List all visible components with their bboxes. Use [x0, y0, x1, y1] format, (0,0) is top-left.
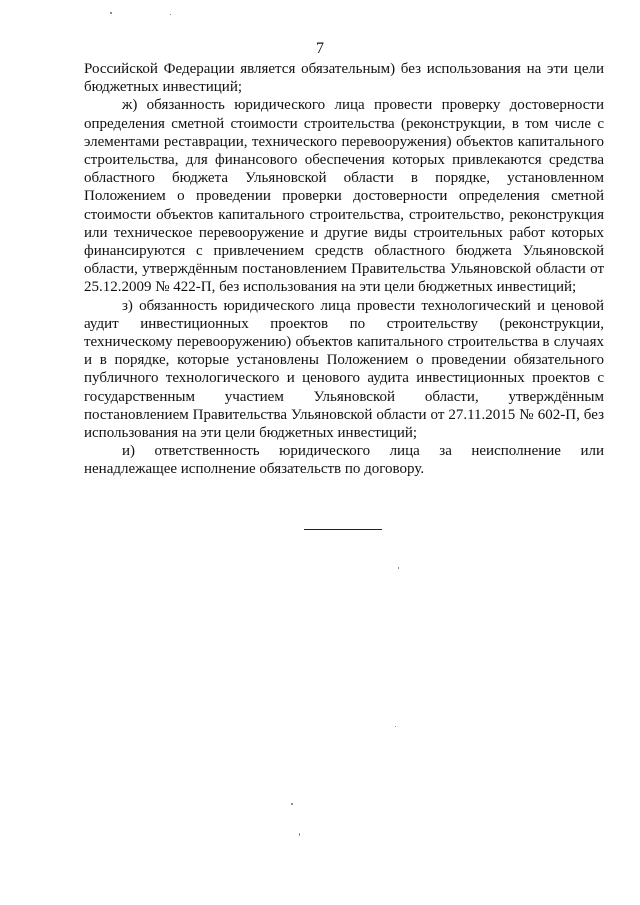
- paragraph-item-z: з) обязанность юридического лица провести технологический и ценовой аудит инвестиционных проектов по строительству (реконструкции, техническому перевооружению) объектов капитального строительства в случаях и в порядке, которые установлены Положением о проведении обязательного публичного технологического и ценового аудита инвестиционных проектов с государственным участием Ульяновской области, утверждённым постановлением Правительства Ульяновской области от 27.11.2015 № 602-П, без использования на эти цели бюджетных инвестиций;: [84, 297, 604, 442]
- paragraph-continuation: Российской Федерации является обязательным) без использования на эти цели бюджетных инвестиций;: [84, 61, 604, 96]
- page-number: 7: [316, 40, 324, 57]
- scan-speck: [291, 803, 293, 805]
- scan-speck: [170, 14, 171, 15]
- paragraph-item-zh: ж) обязанность юридического лица провести проверку достоверности определения сметной стоимости строительства (реконструкции, в том числе с элементами реставрации, технического перевооружения) объектов капитального строительства, для финансового обеспечения которых привлекаются средства областного бюджета Ульяновской области в порядке, установленном Положением о проведении проверки достоверности определения сметной стоимости объектов капитального строительства, строительство, реконструкция или техническое перевооружение и другие виды строительных работ которых финансируются с привлечением средств областного бюджета Ульяновской области, утверждённым постановлением Правительства Ульяновской области от 25.12.2009 № 422-П, без использования на эти цели бюджетных инвестиций;: [84, 97, 604, 296]
- scan-speck: [299, 833, 300, 836]
- document-body: [84, 60, 604, 479]
- scan-speck: [398, 567, 399, 569]
- scan-speck: [395, 726, 396, 727]
- paragraph-item-i: и) ответственность юридического лица за неисполнение или ненадлежащее исполнение обязательств по договору.: [84, 443, 604, 478]
- end-separator-line: [304, 529, 382, 530]
- scan-speck: [110, 12, 112, 14]
